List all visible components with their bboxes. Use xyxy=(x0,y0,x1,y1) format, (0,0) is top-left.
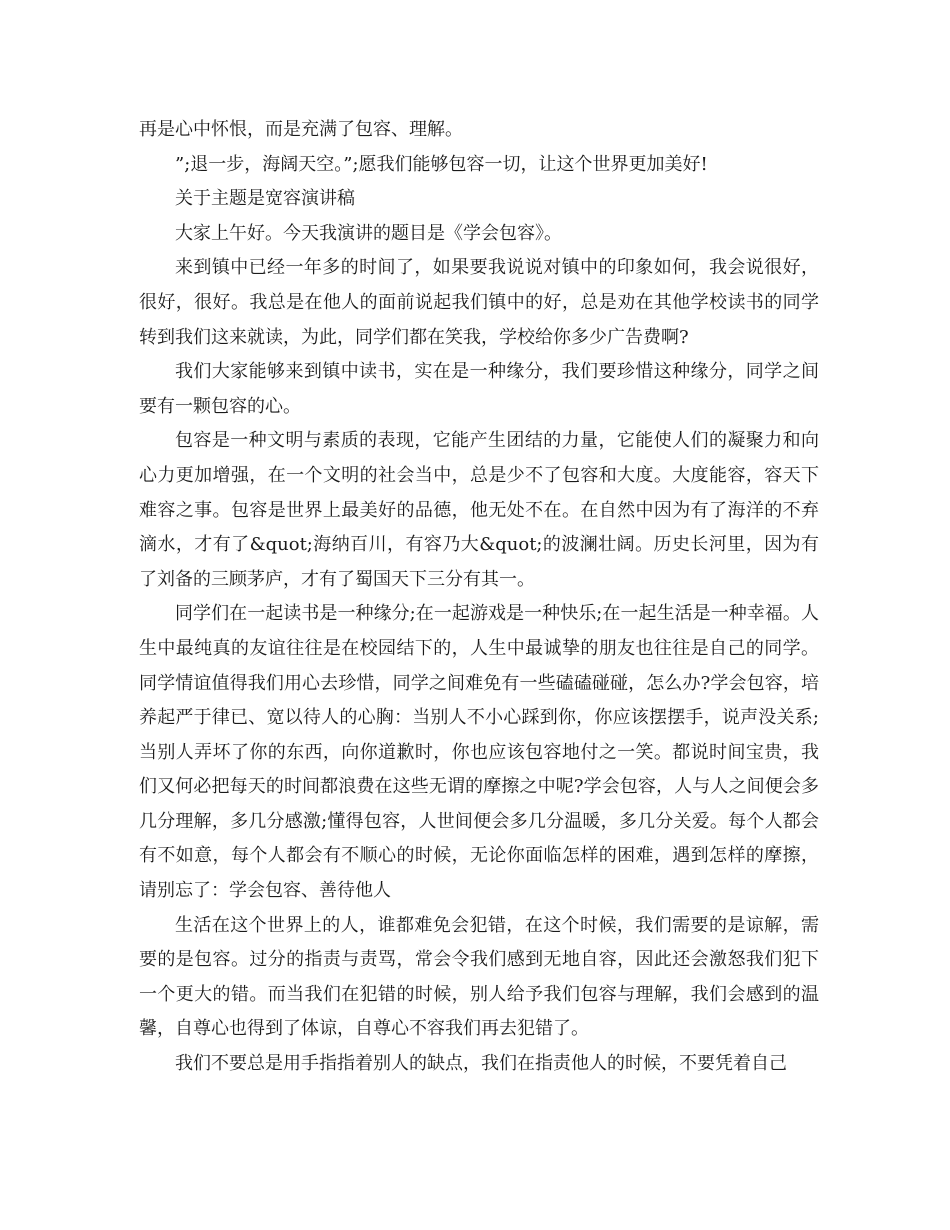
paragraph-7: 包容是一种文明与素质的表现，它能产生团结的力量，它能使人们的凝聚力和向心力更加增强，在一个文明的社会当中，总是少不了包容和大度。大度能容，容天下难容之事。包容是世界上最美好的品德，他无处不在。在自然中因为有了海洋的不弃滴水，才有了&quot;海纳百川，有容乃大&quot;的波澜壮阔。历史长河里，因为有了刘备的三顾茅庐，才有了蜀国天下三分有其一。 xyxy=(139,430,819,590)
paragraph-4: 大家上午好。今天我演讲的题目是《学会包容》。 xyxy=(175,222,562,244)
paragraph-1: 再是心中怀恨，而是充满了包容、理解。 xyxy=(139,119,463,140)
paragraph-3-heading: 关于主题是宽容演讲稿 xyxy=(175,188,355,210)
paragraph-9: 生活在这个世界上的人，谁都难免会犯错，在这个时候，我们需要的是谅解，需要的是包容。过分的指责与责骂，常会令我们感到无地自容，因此还会激怒我们犯下一个更大的错。而当我们在犯错的时候，别人给予我们包容与理解，我们会感到的温馨，自尊心也得到了体谅，自尊心不容我们再去犯错了。 xyxy=(139,914,819,1040)
paragraph-2: ”;退一步，海阔天空。”;愿我们能够包容一切，让这个世界更加美好! xyxy=(175,153,708,175)
paragraph-8: 同学们在一起读书是一种缘分;在一起游戏是一种快乐;在一起生活是一种幸福。人生中最纯真的友谊往往是在校园结下的，人生中最诚挚的朋友也往往是自己的同学。同学情谊值得我们用心去珍惜，同学之间难免有一些磕磕碰碰，怎么办?学会包容，培养起严于律已、宽以待人的心胸：当别人不小心踩到你，你应该摆摆手，说声没关系;当别人弄坏了你的东西，向你道歉时，你也应该包容地付之一笑。都说时间宝贵，我们又何必把每天的时间都浪费在这些无谓的摩擦之中呢?学会包容，人与人之间便会多几分理解，多几分感激;懂得包容，人世间便会多几分温暖，多几分关爱。每个人都会有不如意，每个人都会有不顺心的时候，无论你面临怎样的困难，遇到怎样的摩擦，请别忘了：学会包容、善待他人 xyxy=(139,603,819,902)
document-body xyxy=(139,113,819,1082)
paragraph-10: 我们不要总是用手指指着别人的缺点，我们在指责他人的时候，不要凭着自己 xyxy=(175,1053,787,1075)
paragraph-6: 我们大家能够来到镇中读书，实在是一种缘分，我们要珍惜这种缘分，同学之间要有一颗包容的心。 xyxy=(139,361,819,417)
paragraph-5: 来到镇中已经一年多的时间了，如果要我说说对镇中的印象如何，我会说很好，很好，很好。我总是在他人的面前说起我们镇中的好，总是劝在其他学校读书的同学转到我们这来就读，为此，同学们都在笑我，学校给你多少广告费啊? xyxy=(139,257,819,348)
